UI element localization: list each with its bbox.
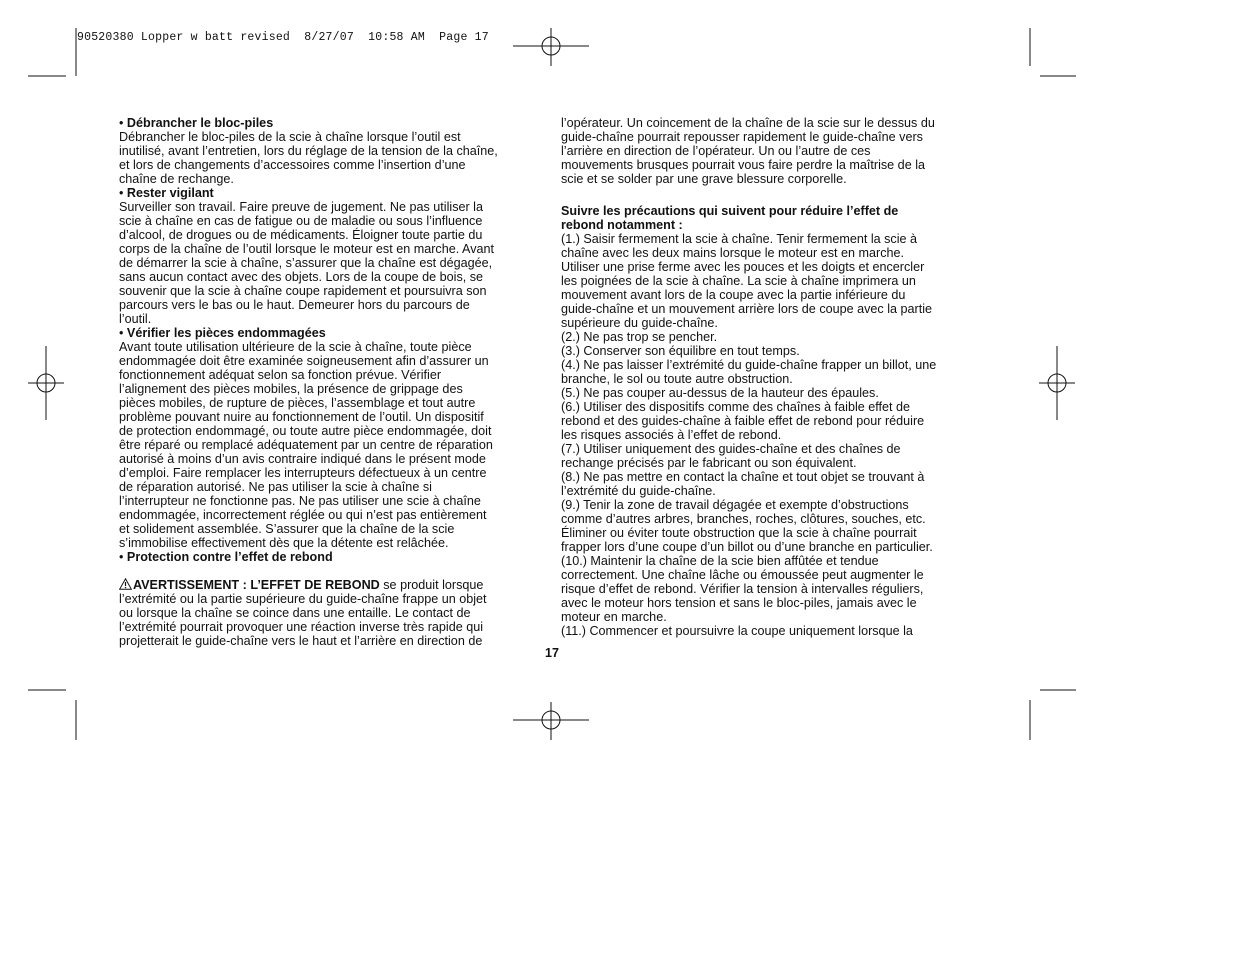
list-item: rebond et des guides-chaîne à faible effet de rebond pour réduire — [561, 414, 925, 428]
registration-target-top — [513, 28, 589, 66]
section-heading: rebond notamment : — [561, 218, 683, 232]
list-item: avec le moteur hors tension et sans le bloc-piles, jamais avec le — [561, 596, 917, 610]
list-item: supérieure du guide-chaîne. — [561, 316, 718, 330]
body-line: scie et se solder par une grave blessure corporelle. — [561, 172, 847, 186]
list-item: les risques associés à l’effet de rebond. — [561, 428, 782, 442]
body-line: l’interrupteur ne fonctionne pas. Ne pas utiliser une scie à chaîne — [119, 494, 481, 508]
list-item: (7.) Utiliser uniquement des guides-chaîne et des chaînes de — [561, 442, 901, 456]
warning-label: AVERTISSEMENT : L’EFFET DE REBOND — [133, 578, 380, 592]
section-heading: • Protection contre l’effet de rebond — [119, 550, 333, 564]
bullet-icon: • — [119, 116, 127, 130]
body-line: guide-chaîne pourrait repousser rapidement le guide-chaîne vers — [561, 130, 923, 144]
section-heading: Suivre les précautions qui suivent pour réduire l’effet de — [561, 204, 899, 218]
body-line: autorisé à moins d’un avis contraire indiqué dans le présent mode — [119, 452, 486, 466]
bullet-icon: • — [119, 326, 127, 340]
body-line: Surveiller son travail. Faire preuve de jugement. Ne pas utiliser la — [119, 200, 483, 214]
list-item: rechange précisés par le fabricant ou son équivalent. — [561, 456, 857, 470]
list-item: (1.) Saisir fermement la scie à chaîne. Tenir fermement la scie à — [561, 232, 918, 246]
list-item: Éliminer ou éviter toute obstruction que la scie à chaîne pourrait — [561, 526, 917, 540]
registration-target-bottom — [513, 702, 589, 740]
bullet-icon: • — [119, 550, 127, 564]
list-item: l’extrémité du guide-chaîne. — [561, 484, 716, 498]
body-line: corps de la chaîne de l’outil lorsque le moteur est en marche. Avant — [119, 242, 494, 256]
list-item: chaîne avec les deux mains lorsque le moteur est en marche. — [561, 246, 905, 260]
paragraph-gap — [119, 564, 545, 578]
body-line: de protection endommagé, ou toute autre pièce endommagée, doit — [119, 424, 492, 438]
warning-line — [119, 578, 545, 592]
list-item: (5.) Ne pas couper au-dessus de la hauteur des épaules. — [561, 386, 879, 400]
body-line: endommagée doit être examinée soigneusement afin d’assurer un — [119, 354, 489, 368]
body-line: problème pouvant nuire au fonctionnement de l’outil. Un dispositif — [119, 410, 484, 424]
body-line: s’immobilise effectivement dès que la détente est relâchée. — [119, 536, 449, 550]
body-line: et lors de changements d’accessoires comme l’insertion d’une — [119, 158, 466, 172]
list-item: (9.) Tenir la zone de travail dégagée et exempte d’obstructions — [561, 498, 909, 512]
body-line: scie à chaîne en cas de fatigue ou de maladie ou sous l’influence — [119, 214, 483, 228]
list-item: mouvement avant lors de la coupe avec la partie inférieure du — [561, 288, 906, 302]
body-line: l’extrémité ou la partie supérieure du guide-chaîne frappe un objet — [119, 592, 487, 606]
body-line: l’opérateur. Un coincement de la chaîne de la scie sur le dessus du — [561, 116, 935, 130]
list-item: les poignées de la scie à chaîne. La scie à chaîne imprimera un — [561, 274, 916, 288]
list-item: (8.) Ne pas mettre en contact la chaîne et tout objet se trouvant à — [561, 470, 925, 484]
list-item: (2.) Ne pas trop se pencher. — [561, 330, 718, 344]
registration-target-right — [1039, 346, 1075, 420]
list-item: Utiliser une prise ferme avec les pouces et les doigts et encercler — [561, 260, 925, 274]
list-item: (10.) Maintenir la chaîne de la scie bien affûtée et tendue — [561, 554, 879, 568]
page-number: 17 — [545, 646, 559, 660]
list-item: frapper lors d’une coupe d’un billot ou d’une branche en particulier. — [561, 540, 933, 554]
list-item: branche, le sol ou toute autre obstruction. — [561, 372, 793, 386]
body-line: de réparation autorisé. Ne pas utiliser la scie à chaîne si — [119, 480, 432, 494]
list-item: correctement. Une chaîne lâche ou émoussée peut augmenter le — [561, 568, 924, 582]
print-slug: 90520380 Lopper w batt revised 8/27/07 10:58 AM Page 17 — [77, 31, 489, 44]
body-line: inutilisé, avant l’entretien, lors du réglage de la tension de la chaîne, — [119, 144, 498, 158]
warning-text: se produit lorsque — [379, 578, 484, 592]
list-item: risque d’effet de rebond. Vérifier la tension à intervalles réguliers, — [561, 582, 924, 596]
list-item: (6.) Utiliser des dispositifs comme des chaînes à faible effet de — [561, 400, 911, 414]
list-item: (11.) Commencer et poursuivre la coupe uniquement lorsque la — [561, 624, 913, 638]
body-line: sans aucun contact avec des objets. Lors de la coupe de bois, se — [119, 270, 484, 284]
body-line: l’extrémité pourrait provoquer une réaction inverse très rapide qui — [119, 620, 484, 634]
body-line: l’alignement des pièces mobiles, la présence de grippage des — [119, 382, 463, 396]
list-item: guide-chaîne et un mouvement arrière lors de coupe avec la partie — [561, 302, 933, 316]
body-line: l’arrière en direction de l’opérateur. Un ou l’autre de ces — [561, 144, 871, 158]
list-item: moteur en marche. — [561, 610, 667, 624]
body-line: mouvements brusques pourrait vous faire perdre la maîtrise de la — [561, 158, 925, 172]
body-line: parcours vers le bas ou le haut. Demeurer hors du parcours de — [119, 298, 470, 312]
warning-triangle-icon — [119, 578, 132, 590]
body-line: Débrancher le bloc-piles de la scie à chaîne lorsque l’outil est — [119, 130, 461, 144]
section-heading: • Rester vigilant — [119, 186, 214, 200]
body-line: projetterait le guide-chaîne vers le haut et l’arrière en direction de — [119, 634, 483, 648]
registration-target-left — [28, 346, 64, 420]
body-line: d’emploi. Faire remplacer les interrupteurs défectueux à un centre — [119, 466, 487, 480]
body-line: pièces mobiles, de rupture de pièces, l’assemblage et tout autre — [119, 396, 476, 410]
bullet-icon: • — [119, 186, 127, 200]
section-heading: • Vérifier les pièces endommagées — [119, 326, 326, 340]
body-line: d’alcool, de drogues ou de médicaments. Éloigner toute partie du — [119, 228, 483, 242]
body-line: et solidement assemblée. S’assurer que la chaîne de la scie — [119, 522, 455, 536]
body-line: de démarrer la scie à chaîne, s’assurer que la chaîne est dégagée, — [119, 256, 493, 270]
body-line: endommagée, incorrectement réglée ou qui n’est pas entièrement — [119, 508, 487, 522]
list-item: (3.) Conserver son équilibre en tout temps. — [561, 344, 800, 358]
list-item: (4.) Ne pas laisser l’extrémité du guide-chaîne frapper un billot, une — [561, 358, 937, 372]
section-heading: • Débrancher le bloc-piles — [119, 116, 274, 130]
left-column — [119, 116, 545, 648]
list-item: comme d’autres arbres, branches, roches, clôtures, souches, etc. — [561, 512, 926, 526]
body-line: souvenir que la scie à chaîne coupe rapidement et poursuivra son — [119, 284, 487, 298]
body-line: l’outil. — [119, 312, 152, 326]
paragraph-gap — [561, 186, 985, 200]
right-column — [561, 116, 985, 638]
body-line: ou lorsque la chaîne se coince dans une entaille. Le contact de — [119, 606, 471, 620]
body-line: être réparé ou remplacé adéquatement par un centre de réparation — [119, 438, 493, 452]
body-line: chaîne de rechange. — [119, 172, 234, 186]
body-line: fonctionnement adéquat selon sa fonction prévue. Vérifier — [119, 368, 442, 382]
body-line: Avant toute utilisation ultérieure de la scie à chaîne, toute pièce — [119, 340, 472, 354]
